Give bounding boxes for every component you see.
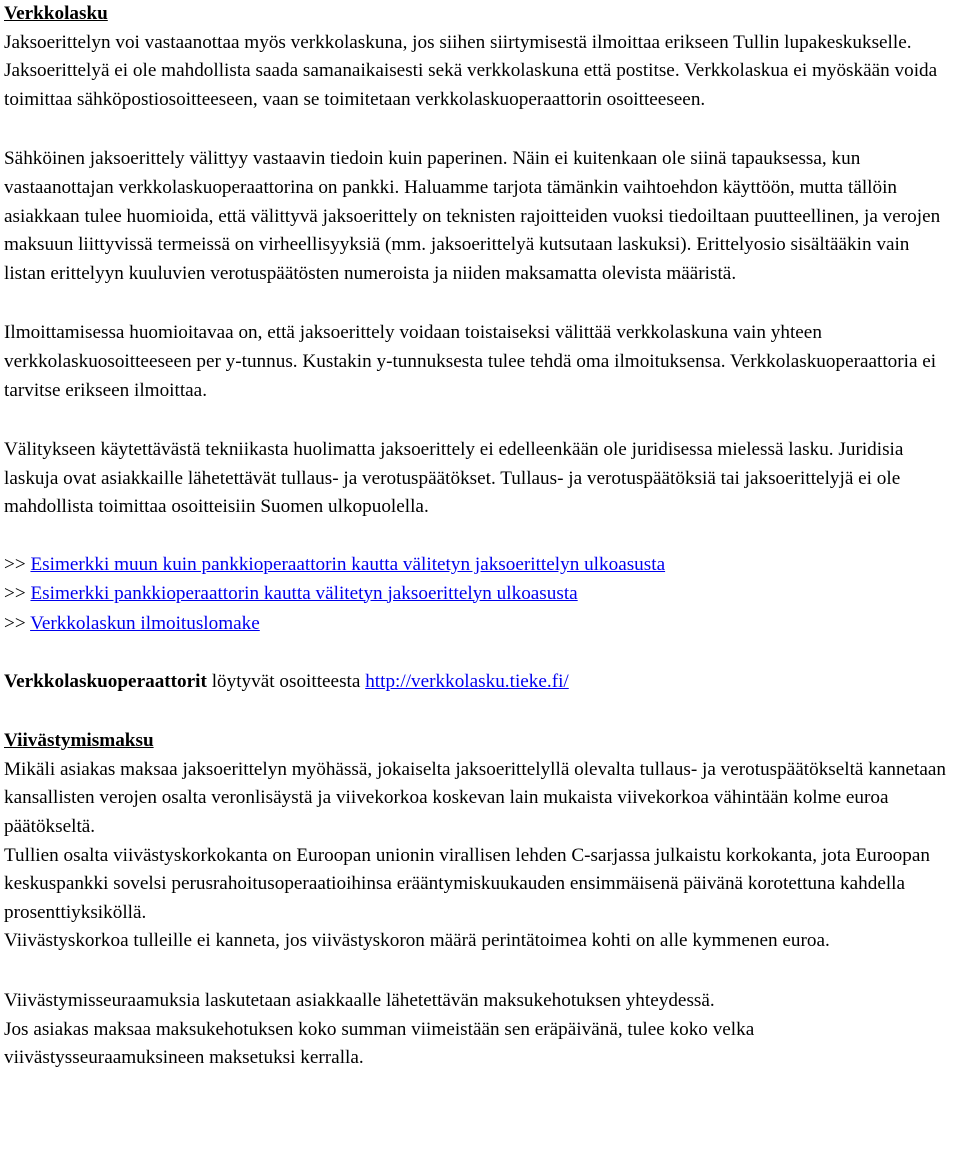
section-heading-viivastymismaksu: Viivästymismaksu (4, 730, 154, 752)
link-line-example-bank (4, 580, 954, 609)
paragraph-operators (4, 668, 954, 697)
paragraph-customs-interest-rate: Tullien osalta viivästyskorkokanta on Euroopan unionin virallisen lehden C-sarjassa julkaistu korkokanta, jota Euroopan keskuspankki sovelsi perusrahoitusoperaatioihinsa erääntymiskuukauden ensimmäisenä päivänä korotettuna kahdella prosenttiyksiköllä. (4, 844, 930, 923)
link-example-bank-operator[interactable]: Esimerkki pankkioperaattorin kautta välitetyn jaksoerittelyn ulkoasusta (30, 582, 578, 604)
spacer (4, 956, 954, 987)
paragraph-legal-invoice: Välitykseen käytettävästä tekniikasta huolimatta jaksoerittely ei edelleenkään ole juridisessa mielessä lasku. Juridisia laskuja ovat asiakkaille lähetettävät tullaus- ja verotuspäätökset. Tullaus- ja verotuspäätöksiä tai jaksoerittelyjä ei ole mahdollista toimittaa osoitteisiin Suomen ulkopuolella. (4, 439, 904, 518)
paragraph-full-payment: Jos asiakas maksaa maksukehotuksen koko summan viimeistään sen eräpäivänä, tulee koko velka viivästysseuraamuksineen maksetuksi kerralla. (4, 1018, 755, 1069)
spacer (4, 639, 954, 668)
operators-label: Verkkolaskuoperaattorit (4, 670, 207, 692)
link-einvoice-notification-form[interactable]: Verkkolaskun ilmoituslomake (30, 613, 260, 635)
paragraph-electronic-itemization: Sähköinen jaksoerittely välittyy vastaavin tiedoin kuin paperinen. Näin ei kuitenkaan ole siinä tapauksessa, kun vastaanottajan verkkolaskuoperaattorina on pankki. Haluamme tarjota tämänkin vaihtoehdon käyttöön, mutta tällöin asiakkaan tulee huomioida, että välittyvä jaksoerittely on teknisten rajoitteiden vuoksi tiedoiltaan puutteellinen, ja verojen maksuun liittyvissä termeissä on virheellisyyksiä (mm. jaksoerittelyä kutsutaan laskuksi). Erittelyosio sisältääkin vain listan erittelyyn kuuluvien verotuspäätösten numeroista ja niiden maksamatta olevista määristä. (4, 148, 941, 284)
spacer (4, 696, 954, 727)
link-prefix: >> (4, 582, 31, 604)
spacer (4, 288, 954, 319)
link-line-example-non-bank (4, 551, 954, 580)
spacer (4, 405, 954, 436)
link-prefix: >> (4, 613, 31, 635)
paragraph-sanctions-billing: Viivästymisseuraamuksia laskutetaan asiakkaalle lähetettävän maksukehotuksen yhteydessä. (4, 990, 715, 1012)
spacer (4, 522, 954, 551)
link-prefix: >> (4, 553, 31, 575)
link-example-non-bank-operator[interactable]: Esimerkki muun kuin pankkioperaattorin kautta välitetyn jaksoerittelyn ulkoasusta (30, 553, 666, 575)
paragraph-interest-threshold: Viivästyskorkoa tulleille ei kanneta, jos viivästyskoron määrä perintätoimea kohti on alle kymmenen euroa. (4, 930, 830, 952)
spacer (4, 114, 954, 145)
paragraph-notification-notes: Ilmoittamisessa huomioitavaa on, että jaksoerittely voidaan toistaiseksi välittää verkkolaskuna vain yhteen verkkolaskuosoitteeseen per y-tunnus. Kustakin y-tunnuksesta tulee tehdä oma ilmoituksensa. Verkkolaskuoperaattoria ei tarvitse erikseen ilmoittaa. (4, 322, 937, 401)
section-heading-verkkolasku: Verkkolasku (4, 3, 108, 24)
paragraph-verkkolasku-intro: Jaksoerittelyn voi vastaanottaa myös verkkolaskuna, jos siihen siirtymisestä ilmoittaa erikseen Tullin lupakeskukselle. Jaksoerittelyä ei ole mahdollista saada samanaikaisesti sekä verkkolaskuna että postitse. Verkkolaskua ei myöskään voida toimittaa sähköpostiosoitteeseen, vaan se toimitetaan verkkolaskuoperaattorin osoitteeseen. (4, 31, 938, 110)
paragraph-late-payment: Mikäli asiakas maksaa jaksoerittelyn myöhässä, jokaiselta jaksoerittelyllä olevalta tullaus- ja verotuspäätökseltä kannetaan kansallisten verojen osalta veronlisäystä ja viivekorkoa koskevan lain mukaista viivekorkoa vähintään kolme euroa päätökseltä. (4, 758, 947, 838)
link-verkkolasku-tieke[interactable]: http://verkkolasku.tieke.fi/ (365, 670, 569, 692)
operators-text: löytyvät osoitteesta (206, 670, 366, 692)
link-line-notification-form (4, 610, 954, 639)
